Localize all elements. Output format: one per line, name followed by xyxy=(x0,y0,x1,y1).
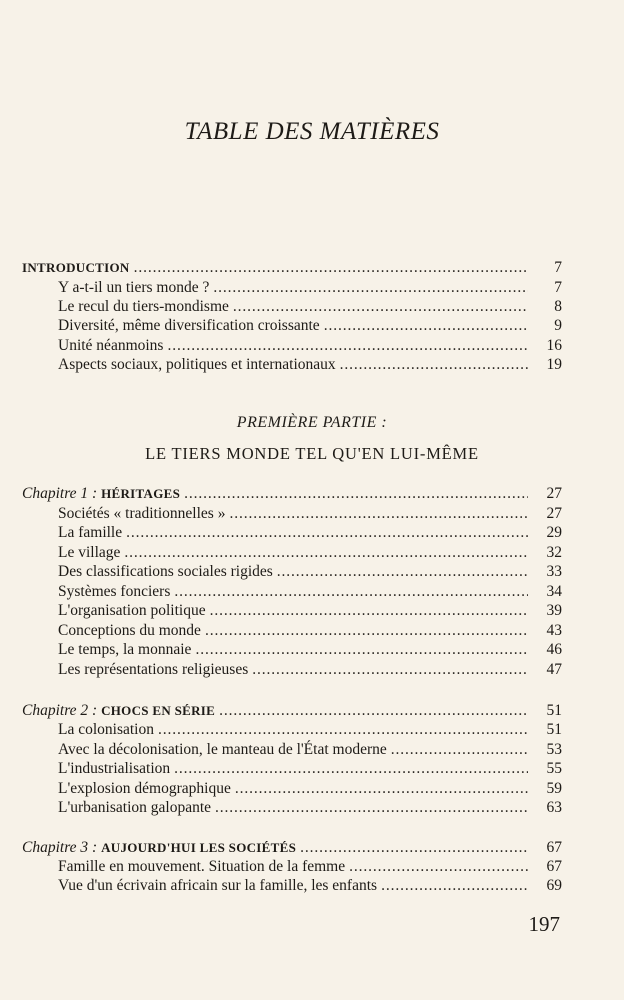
leader-dots xyxy=(235,779,528,799)
toc-entry xyxy=(22,798,562,818)
toc-entry xyxy=(22,316,562,336)
toc-entry-label: Aspects sociaux, politiques et internationaux xyxy=(58,356,336,373)
toc-page-number: 32 xyxy=(546,544,562,561)
toc-page-number: 59 xyxy=(546,780,562,797)
toc-page-number: 7 xyxy=(554,279,562,296)
chapter-prefix: Chapitre 2 : xyxy=(22,702,98,719)
toc-entry xyxy=(22,759,562,779)
leader-dots xyxy=(213,278,528,298)
leader-dots xyxy=(167,336,528,356)
leader-dots xyxy=(174,582,528,602)
chapter-name: HÉRITAGES xyxy=(101,486,181,501)
toc-entry-label: Vue d'un écrivain africain sur la famille, les enfants xyxy=(58,877,378,894)
part-heading: PREMIÈRE PARTIE : xyxy=(236,414,388,431)
leader-dots xyxy=(229,504,528,524)
leader-dots xyxy=(210,601,528,621)
toc-entry xyxy=(22,297,562,317)
toc-chapter-label xyxy=(22,838,296,858)
toc-entry xyxy=(22,740,562,760)
toc-page-number: 47 xyxy=(546,661,562,678)
toc-entry-label: Le temps, la monnaie xyxy=(58,641,192,658)
toc-page-number: 34 xyxy=(546,583,562,600)
leader-dots xyxy=(391,740,528,760)
toc-entry xyxy=(22,523,562,543)
leader-dots xyxy=(349,857,528,877)
toc-page-number: 51 xyxy=(546,702,562,719)
leader-dots xyxy=(252,660,528,680)
toc-page-number: 67 xyxy=(546,858,562,875)
leader-dots xyxy=(324,316,528,336)
toc-page-number: 16 xyxy=(546,337,562,354)
toc-entry xyxy=(22,543,562,563)
toc-entry-label: Le village xyxy=(58,544,121,561)
leader-dots xyxy=(174,759,528,779)
toc-entry xyxy=(22,779,562,799)
toc-page-number: 63 xyxy=(546,799,562,816)
toc-chapter-label xyxy=(22,701,215,721)
toc-chapter-1 xyxy=(22,484,562,504)
toc-page-number: 19 xyxy=(546,356,562,373)
toc-page-number: 67 xyxy=(546,839,562,856)
toc-chapter-label xyxy=(22,484,180,504)
toc-entry xyxy=(22,504,562,524)
toc-entry-label: Avec la décolonisation, le manteau de l'État moderne xyxy=(58,741,387,758)
toc-entry xyxy=(22,562,562,582)
toc-entry xyxy=(22,355,562,375)
toc-entry xyxy=(22,621,562,641)
toc-entry-label: Systèmes fonciers xyxy=(58,583,171,600)
toc-introduction xyxy=(22,258,562,278)
toc-entry-label: L'explosion démographique xyxy=(58,780,231,797)
toc-entry-label: Famille en mouvement. Situation de la femme xyxy=(58,858,346,875)
toc-entry-label: Conceptions du monde xyxy=(58,622,201,639)
leader-dots xyxy=(219,701,528,721)
part-title: LE TIERS MONDE TEL QU'EN LUI-MÊME xyxy=(145,444,479,463)
toc-entry-label: INTRODUCTION xyxy=(22,260,130,275)
leader-dots xyxy=(381,876,528,896)
toc-page-number: 8 xyxy=(554,298,562,315)
toc-page-number: 39 xyxy=(546,602,562,619)
leader-dots xyxy=(340,355,528,375)
chapter-prefix: Chapitre 3 : xyxy=(22,839,98,856)
toc-entry xyxy=(22,601,562,621)
toc-page-number: 9 xyxy=(554,317,562,334)
leader-dots xyxy=(134,258,528,278)
toc-page-number: 51 xyxy=(546,721,562,738)
toc-page-number: 43 xyxy=(546,622,562,639)
toc-entry xyxy=(22,640,562,660)
leader-dots xyxy=(300,838,528,858)
toc-entry xyxy=(22,857,562,877)
leader-dots xyxy=(205,621,528,641)
toc-page-number: 55 xyxy=(546,760,562,777)
toc-page-number: 27 xyxy=(546,505,562,522)
leader-dots xyxy=(158,720,528,740)
toc-entry-label: Y a-t-il un tiers monde ? xyxy=(58,279,210,296)
toc-entry xyxy=(22,720,562,740)
toc-entry-label: Unité néanmoins xyxy=(58,337,164,354)
leader-dots xyxy=(233,297,528,317)
toc-entry-label: Diversité, même diversification croissante xyxy=(58,317,320,334)
toc-entry-label: La colonisation xyxy=(58,721,154,738)
page-number: 197 xyxy=(528,912,560,936)
leader-dots xyxy=(215,798,528,818)
toc-entry xyxy=(22,336,562,356)
toc-page-number: 33 xyxy=(546,563,562,580)
toc-entry xyxy=(22,278,562,298)
leader-dots xyxy=(277,562,528,582)
toc-page-number: 7 xyxy=(554,259,562,276)
toc-chapter-3 xyxy=(22,838,562,858)
toc-entry-label: Des classifications sociales rigides xyxy=(58,563,273,580)
toc-entry-label: L'industrialisation xyxy=(58,760,171,777)
toc-entry xyxy=(22,876,562,896)
chapter-name: CHOCS EN SÉRIE xyxy=(101,703,216,718)
toc-entry-label: Sociétés « traditionnelles » xyxy=(58,505,226,522)
leader-dots xyxy=(184,484,528,504)
page-title: TABLE DES MATIÈRES xyxy=(184,118,440,145)
toc-page-number: 53 xyxy=(546,741,562,758)
chapter-name: AUJOURD'HUI LES SOCIÉTÉS xyxy=(101,840,297,855)
chapter-prefix: Chapitre 1 : xyxy=(22,485,98,502)
toc-entry-label: La famille xyxy=(58,524,123,541)
toc-page-number: 29 xyxy=(546,524,562,541)
leader-dots xyxy=(124,543,528,563)
toc-page-number: 69 xyxy=(546,877,562,894)
leader-dots xyxy=(126,523,528,543)
toc-page-number: 46 xyxy=(546,641,562,658)
toc-chapter-2 xyxy=(22,701,562,721)
toc-entry-label: Le recul du tiers-mondisme xyxy=(58,298,229,315)
toc-entry xyxy=(22,660,562,680)
toc-entry xyxy=(22,582,562,602)
toc-entry-label: L'organisation politique xyxy=(58,602,206,619)
toc-entry-label: L'urbanisation galopante xyxy=(58,799,212,816)
leader-dots xyxy=(195,640,528,660)
toc-entry-label: Les représentations religieuses xyxy=(58,661,249,678)
toc-page-number: 27 xyxy=(546,485,562,502)
